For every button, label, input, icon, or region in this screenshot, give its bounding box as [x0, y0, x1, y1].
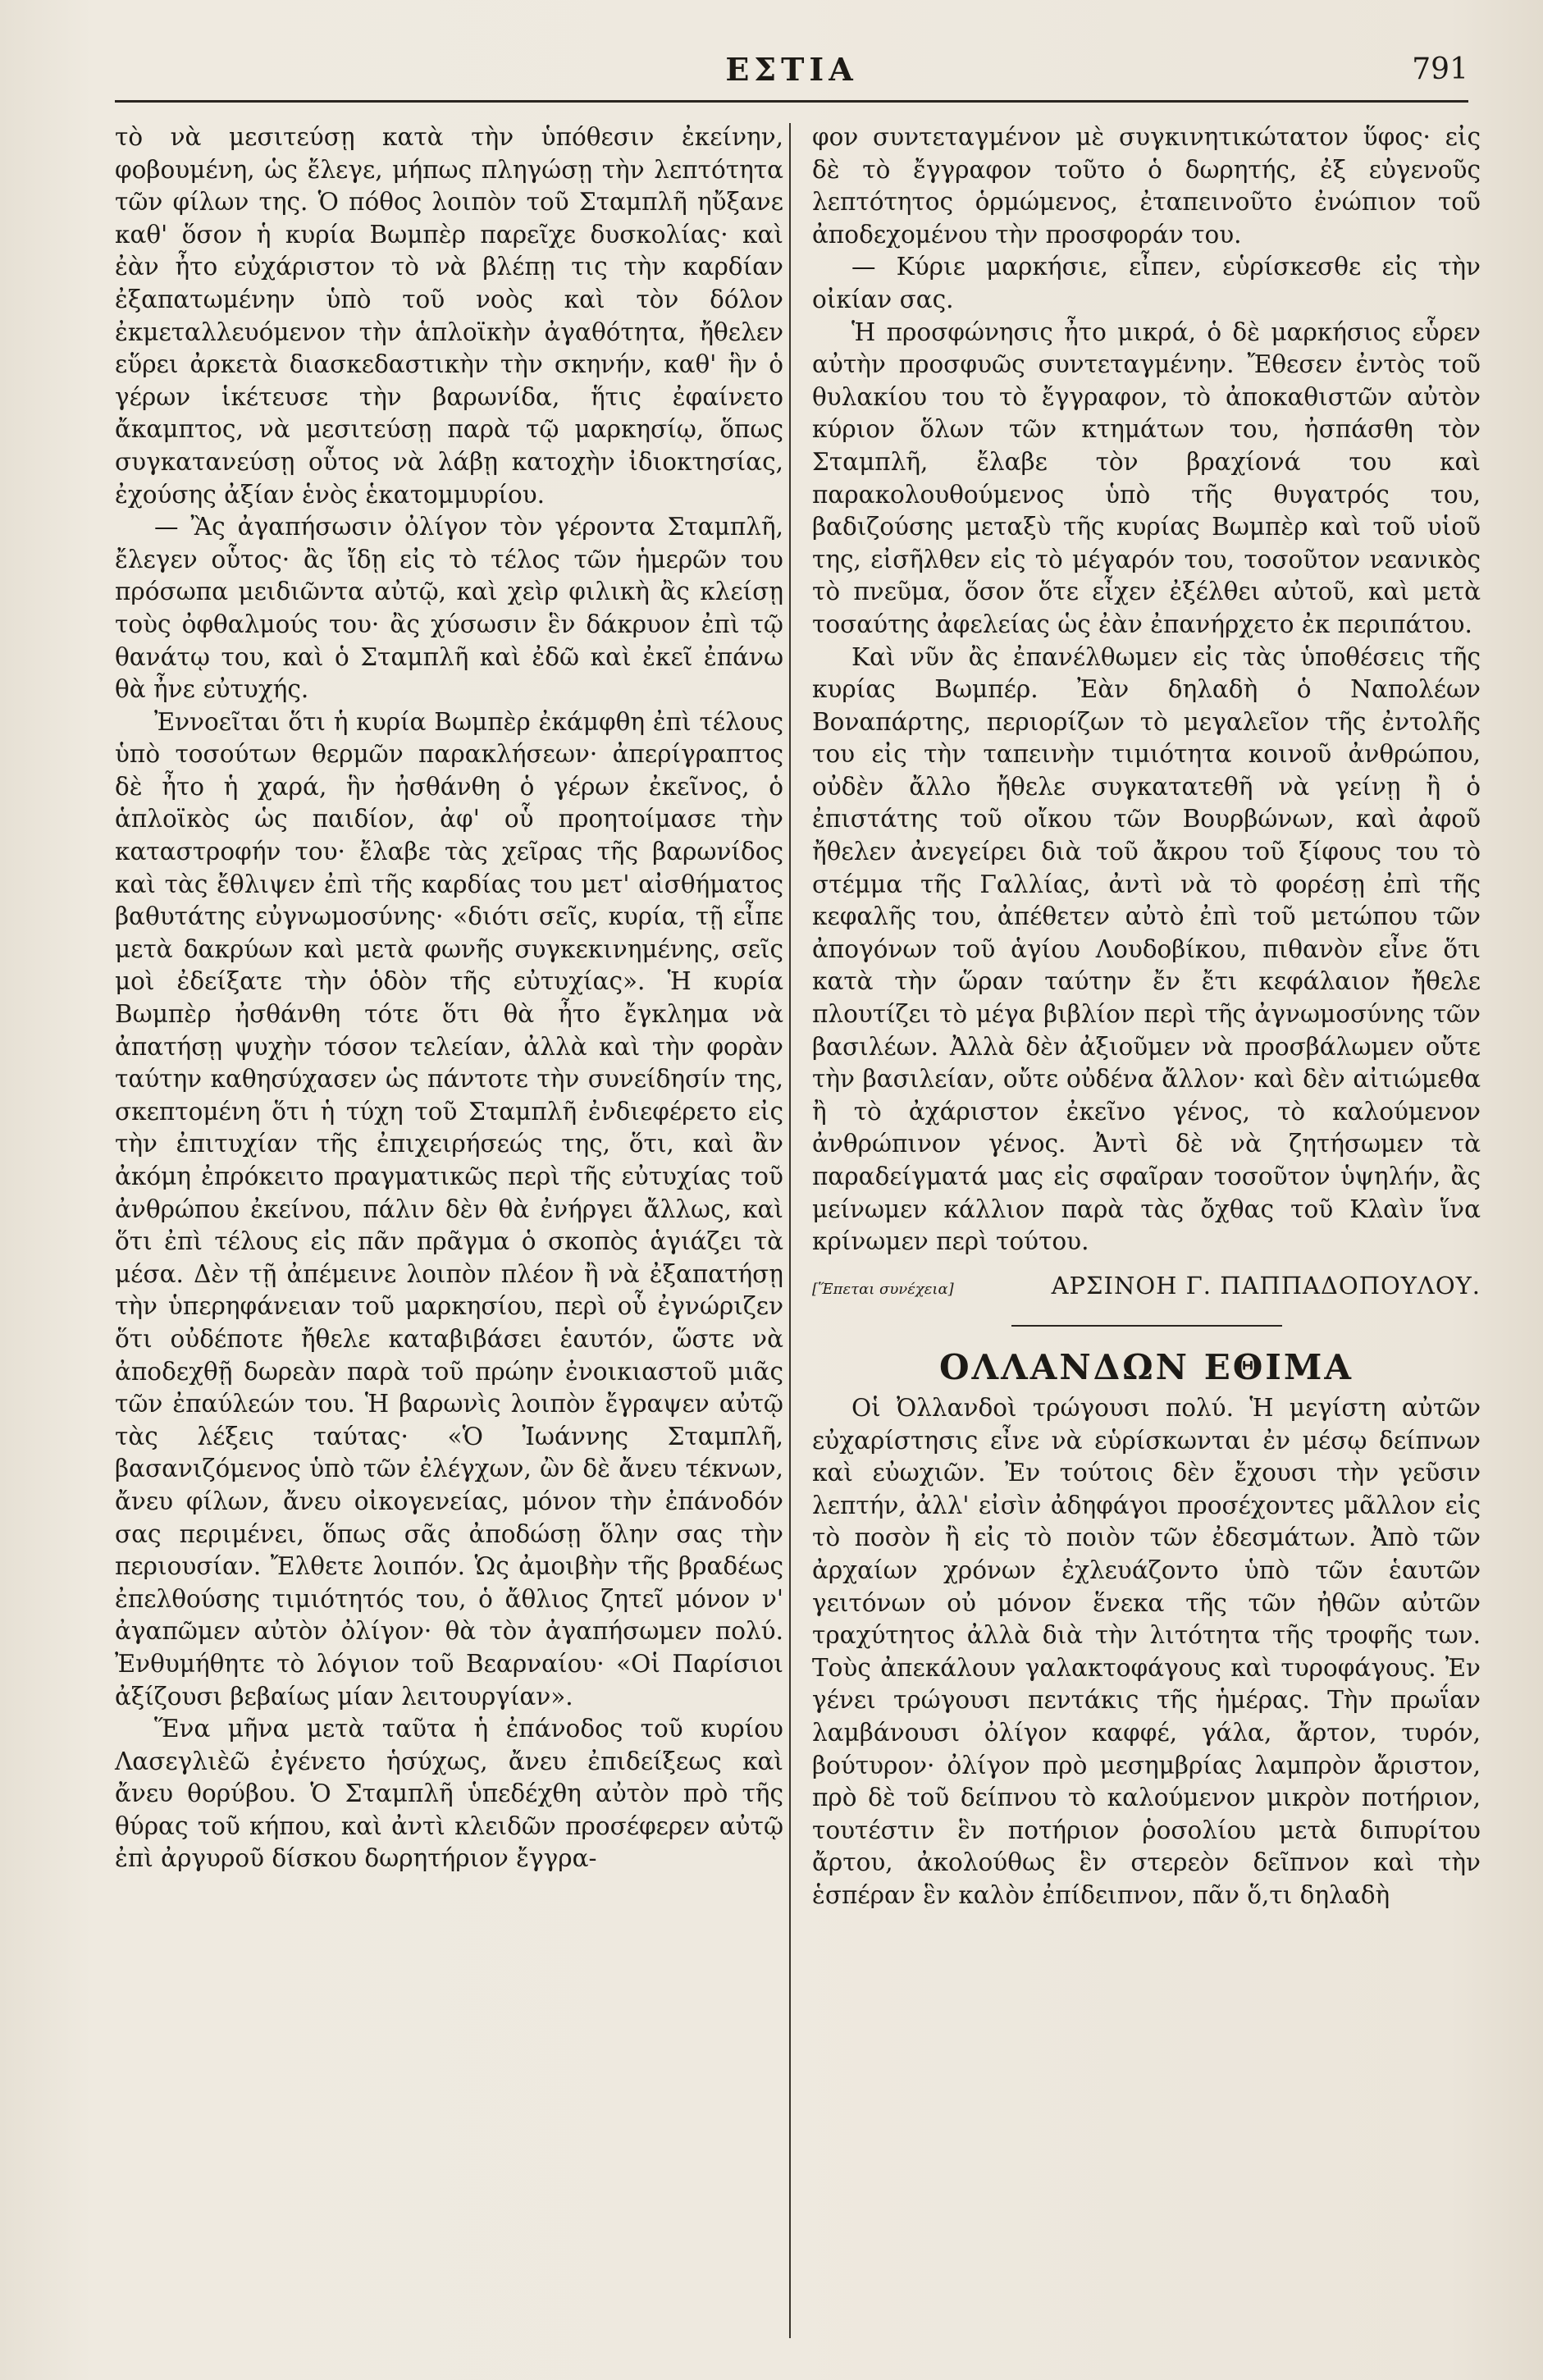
paragraph: φον συντεταγμένον μὲ συγκινητικώτατον ὕφος· εἰς δὲ τὸ ἔγγραφον τοῦτο ὁ δωρητής, ἐξ εὐγενοῦς λεπτότητος ὁρμώμενος, ἐταπεινοῦτο ἐνώπιον τοῦ ἀποδεχομένου τὴν προσφοράν του.: [812, 123, 1481, 249]
paragraph: Ἐννοεῖται ὅτι ἡ κυρία Βωμπὲρ ἐκάμφθη ἐπὶ τέλους ὑπὸ τοσούτων θερμῶν παρακλήσεων· ἀπερίγραπτος δὲ ἦτο ἡ χαρά, ἣν ἠσθάνθη ὁ γέρων ἐκεῖνος, ὁ ἁπλοϊκὸς ὡς παιδίον, ἀφ' οὗ προητοίμασε τὴν καταστροφήν του· ἔλαβε τὰς χεῖρας τῆς βαρωνίδος καὶ τὰς ἔθλιψεν ἐπὶ τῆς καρδίας του μετ' αἰσθήματος βαθυτάτης εὐγνωμοσύνης· «διότι σεῖς, κυρία, τῇ εἶπε μετὰ δακρύων καὶ μετὰ φωνῆς συγκεκινημένης, σεῖς μοὶ ἐδείξατε τὴν ὁδὸν τῆς εὐτυχίας». Ἡ κυρία Βωμπὲρ ἠσθάνθη τότε ὅτι θὰ ἦτο ἔγκλημα νὰ ἀπατήσῃ ψυχὴν τόσον τελείαν, ἀλλὰ καὶ τὴν φορὰν ταύτην καθησύχασεν ὡς πάντοτε τὴν συνείδησίν της, σκεπτομένη ὅτι ἡ τύχη τοῦ Σταμπλῆ ἐνδιεφέρετο εἰς τὴν ἐπιτυχίαν τῆς ἐπιχειρήσεώς της, ὅτι, καὶ ἂν ἀκόμη ἐπρόκειτο πραγματικῶς περὶ τῆς εὐτυχίας τοῦ ἀνθρώπου ἐκείνου, πάλιν δὲν θὰ ἐνήργει ἄλλως, καὶ ὅτι ἐπὶ τέλους εἰς πᾶν πρᾶγμα ὁ σκοπὸς ἁγιάζει τὰ μέσα. Δὲν τῇ ἀπέμεινε λοιπὸν πλέον ἢ νὰ ἐξαπατήσῃ τὴν ὑπερηφάνειαν τοῦ μαρκησίου, περὶ οὗ ἐγνώριζεν ὅτι οὐδέποτε ἤθελε καταβιβάσει ἑαυτόν, ὥστε νὰ ἀποδεχθῇ δωρεὰν παρὰ τοῦ πρώην ἐνοικιαστοῦ μιᾶς τῶν ἐπαύλεών του. Ἡ βαρωνὶς λοιπὸν ἔγραψεν αὐτῷ τὰς λέξεις ταύτας· «Ὁ Ἰωάννης Σταμπλῆ, βασανιζόμενος ὑπὸ τῶν ἐλέγχων, ὢν δὲ ἄνευ τέκνων, ἄνευ φίλων, ἄνευ οἰκογενείας, μόνον τὴν ἐπάνοδόν σας περιμένει, ὅπως σᾶς ἀποδώσῃ ὅλην σας τὴν περιουσίαν. Ἔλθετε λοιπόν. Ὡς ἀμοιβὴν τῆς βραδέως ἐπελθούσης τιμιότητός του, ὁ ἄθλιος ζητεῖ μόνον ν' ἀγαπῶμεν αὐτὸν ὀλίγον· θὰ τὸν ἀγαπήσωμεν πολύ. Ἐνθυμήθητε τὸ λόγιον τοῦ Βεαρναίου· «Οἱ Παρίσιοι ἀξίζουσι βεβαίως μίαν λειτουργίαν».: [115, 707, 783, 1711]
paragraph: — Ἂς ἀγαπήσωσιν ὀλίγον τὸν γέροντα Σταμπλῆ, ἔλεγεν οὗτος· ἂς ἴδῃ εἰς τὸ τέλος τῶν ἡμερῶν του πρόσωπα μειδιῶντα αὐτῷ, καὶ χεὶρ φιλικὴ ἂς κλείσῃ τοὺς ὀφθαλμούς του· ἂς χύσωσιν ἓν δάκρυον ἐπὶ τῷ θανάτῳ του, καὶ ὁ Σταμπλῆ καὶ ἐδῶ καὶ ἐκεῖ ἐπάνω θὰ ἦνε εὐτυχής.: [115, 513, 783, 704]
left-column: [115, 121, 783, 1875]
paragraph: Ἡ προσφώνησις ἦτο μικρά, ὁ δὲ μαρκήσιος εὗρεν αὐτὴν προσφυῶς συντεταγμένην. Ἔθεσεν ἐντὸς τοῦ θυλακίου του τὸ ἔγγραφον, τὸ ἀποκαθιστῶν αὐτὸν κύριον ὅλων τῶν κτημάτων του, ἠσπάσθη τὸν Σταμπλῆ, ἔλαβε τὸν βραχίονά του καὶ παρακολουθούμενος ὑπὸ τῆς θυγατρός του, βαδιζούσης μεταξὺ τῆς κυρίας Βωμπὲρ καὶ τοῦ υἱοῦ της, εἰσῆλθεν εἰς τὸ μέγαρόν του, τοσοῦτον νεανικὸς τὸ πνεῦμα, ὅσον ὅτε εἶχεν ἐξέλθει αὐτοῦ, καὶ μετὰ τοσαύτης ἀφελείας ὡς ἐὰν ἐπανήρχετο ἐκ περιπάτου.: [812, 317, 1481, 638]
signature-line: [812, 1270, 1481, 1306]
page-number: 791: [1412, 53, 1468, 86]
paragraph: Ἕνα μῆνα μετὰ ταῦτα ἡ ἐπάνοδος τοῦ κυρίου Λασεγλιὲῶ ἐγένετο ἡσύχως, ἄνευ ἐπιδείξεως καὶ ἄνευ θορύβου. Ὁ Σταμπλῆ ὑπεδέχθη αὐτὸν πρὸ τῆς θύρας τοῦ κήπου, καὶ ἀντὶ κλειδῶν προσέφερεν αὐτῷ ἐπὶ ἀργυροῦ δίσκου δωρητήριον ἔγγρα-: [115, 1715, 783, 1873]
paragraph: Οἱ Ὀλλανδοὶ τρώγουσι πολύ. Ἡ μεγίστη αὐτῶν εὐχαρίστησις εἶνε νὰ εὑρίσκωνται ἐν μέσῳ δείπνων καὶ εὐωχιῶν. Ἐν τούτοις δὲν ἔχουσι τὴν γεῦσιν λεπτήν, ἀλλ' εἰσὶν ἀδηφάγοι προσέχοντες μᾶλλον εἰς τὸ ποσὸν ἢ εἰς τὸ ποιὸν τῶν ἐδεσμάτων. Ἀπὸ τῶν ἀρχαίων χρόνων ἐχλευάζοντο ὑπὸ τῶν ἑαυτῶν γειτόνων οὐ μόνον ἕνεκα τῆς τῶν ἠθῶν αὐτῶν τραχύτητος ἀλλὰ διὰ τὴν λιτότητα τῆς τροφῆς των. Τοὺς ἀπεκάλουν γαλακτοφάγους καὶ τυροφάγους. Ἐν γένει τρώγουσι πεντάκις τῆς ἡμέρας. Τὴν πρωΐαν λαμβάνουσι ὀλίγον καφφέ, γάλα, ἄρτον, τυρόν, βούτυρον· ὀλίγον πρὸ μεσημβρίας λαμπρὸν ἄριστον, πρὸ δὲ τοῦ δείπνου τὸ καλούμενον μικρὸν ποτήριον, τουτέστιν ἓν ποτήριον ῥοσολίου μετὰ διπυρίτου ἄρτου, ἀκολούθως ἓν στερεὸν δεῖπνον καὶ τὴν ἑσπέραν ἓν καλὸν ἐπίδειπνον, πᾶν ὅ,τι δηλαδὴ: [812, 1393, 1481, 1909]
right-column: [812, 121, 1481, 1912]
publication-title: ΕΣΤΙΑ: [725, 51, 858, 88]
paragraph: — Κύριε μαρκήσιε, εἶπεν, εὑρίσκεσθε εἰς τὴν οἰκίαν σας.: [812, 253, 1481, 313]
author-name: ΑΡΣΙΝΟΗ Γ. ΠΑΠΠΑΔΟΠΟΥΛΟΥ.: [1051, 1271, 1481, 1300]
section-title: ΟΛΛΑΝΔΩΝ ΕΘΙΜΑ: [938, 1347, 1354, 1388]
paragraph: Καὶ νῦν ἂς ἐπανέλθωμεν εἰς τὰς ὑποθέσεις τῆς κυρίας Βωμπέρ. Ἐὰν δηλαδὴ ὁ Ναπολέων Βοναπάρτης, περιορίζων τὸ μεγαλεῖον τῆς ἐντολῆς του εἰς τὴν ταπεινὴν τιμιότητα κοινοῦ ἀνθρώπου, οὐδὲν ἄλλο ἤθελε συγκατατεθῆ νὰ γείνῃ ἢ ὁ ἐπιστάτης τοῦ οἴκου τῶν Βουρβώνων, καὶ ἀφοῦ ἤθελεν ἀνεγείρει διὰ τοῦ ἄκρου τοῦ ξίφους του τὸ στέμμα τῆς Γαλλίας, ἀντὶ νὰ τὸ φορέσῃ ἐπὶ τῆς κεφαλῆς του, ἀπέθετεν αὐτὸ ἐπὶ τοῦ μετώπου τῶν ἀπογόνων τοῦ ἁγίου Λουδοβίκου, πιθανὸν εἶνε ὅτι κατὰ τὴν ὥραν ταύτην ἔν ἔτι κεφάλαιον ἤθελε πλουτίζει τὸ μέγα βιβλίον περὶ τῆς ἀγνωμοσύνης τῶν βασιλέων. Ἀλλὰ δὲν ἀξιοῦμεν νὰ προσβάλωμεν οὔτε τὴν βασιλείαν, οὔτε οὐδένα ἄλλον· καὶ δὲν αἰτιώμεθα ἢ τὸ ἀχάριστον ἐκεῖνο γένος, τὸ καλούμενον ἀνθρώπινον γένος. Ἀντὶ δὲ νὰ ζητήσωμεν τὰ παραδείγματά μας εἰς σφαῖραν τοσοῦτον ὑψηλήν, ἂς μείνωμεν κάλλιον παρὰ τὰς ὄχθας τοῦ Κλαὶν ἵνα κρίνωμεν περὶ τούτου.: [812, 642, 1481, 1256]
header-rule: [115, 100, 1468, 103]
paragraph: τὸ νὰ μεσιτεύσῃ κατὰ τὴν ὑπόθεσιν ἐκείνην, φοβουμένη, ὡς ἔλεγε, μήπως πληγώσῃ τὴν λεπτότητα τῶν φίλων της. Ὁ πόθος λοιπὸν τοῦ Σταμπλῆ ηὔξανε καθ' ὅσον ἡ κυρία Βωμπὲρ παρεῖχε δυσκολίας· καὶ ἐὰν ἦτο εὐχάριστον τὸ νὰ βλέπῃ τις τὴν καρδίαν ἐξαπατωμένην ὑπὸ τοῦ νοὸς καὶ τὸν δόλον ἐκμεταλλευόμενον τὴν ἁπλοϊκὴν ἀγαθότητα, ἤθελεν εὕρει ἀρκετὰ διασκεδαστικὴν τὴν σκηνήν, καθ' ἣν ὁ γέρων ἱκέτευσε τὴν βαρωνίδα, ἥτις ἐφαίνετο ἄκαμπτος, νὰ μεσιτεύσῃ παρὰ τῷ μαρκησίῳ, ὅπως συγκατανεύσῃ οὗτος νὰ λάβῃ κατοχὴν ἰδιοκτησίας, ἐχούσης ἀξίαν ἑνὸς ἑκατομμυρίου.: [115, 123, 783, 509]
column-divider: [789, 123, 791, 2338]
page-header: [115, 48, 1468, 98]
continued-note: [Ἕπεται συνέχεια]: [812, 1280, 954, 1298]
section-divider: [1011, 1325, 1282, 1327]
